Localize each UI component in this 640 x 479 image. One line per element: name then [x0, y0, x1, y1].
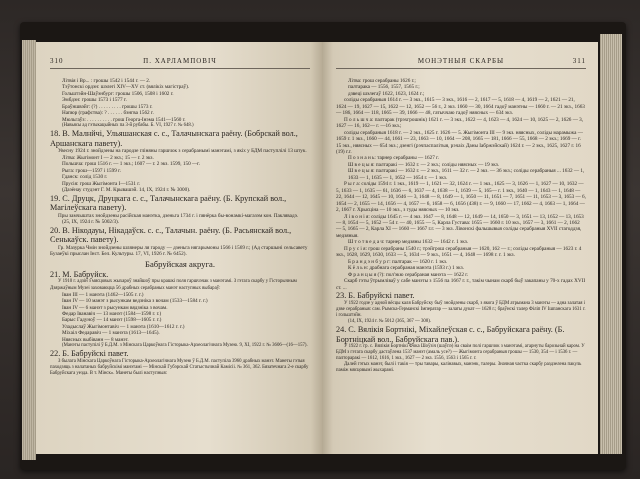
left-text-line: (Навьясы ад гэтыкацыйных па 3-й рубабы. Б. VI, 1927 г. № 648.)	[62, 123, 194, 129]
right-text-line: П р у с i я: грош серабраны 1540 г.; трэйгрош серабраныя — 1620, 162 — г.; солiды серабраныя — 1623 г. 4 экз., 1628, 1629, 1630, 1633 — 5, 1634 — 9 экз., 1651 — 4, 1648 — 1698 г. г. 1 экз.	[336, 245, 582, 259]
left-text-line: З былага Мінскага Царкоўнага Гісторыка-Археолагiчнага Музею ў Б.Д.М. паступiла 3960 драбных манэт. Манеты гэтыя паходзяць з налатаных бабруйскімі манэтамі — Мінскай Губэрскай Статыстычнай Камісіі. № 361, 362. Бязатечнага 2-е скарбу Бабруйскага уезда. В т. Мінск». Манеты былi наступныя:	[50, 358, 309, 377]
left-text-line: Пры замчыштах знойдзены расiйская манэтка, дзеньга 1734 г. i пянёрка бы-вонамкі-магазэм кон. Паклявадэ.	[58, 212, 299, 219]
left-text-line: Напюр (графства): ? . . . . . . бэнгва 1562 г.	[62, 110, 154, 117]
left-running-title: П. ХАРЛАМПОВІЧ	[143, 57, 217, 65]
right-text-line: Скарб гэты ўтрымлiваў у сабе манэты з 1556 па 1667 г. г., такiм чынам скарб быў закапаны у 70-х гадах XVII ст. ...	[336, 278, 586, 291]
right-text-line: палтарака — 1556, 1557, 1565 г.;	[348, 84, 420, 91]
right-text-line: Л і в о н і я: солiды 1645 г. — 4 экз. 1647 — 8, 1648 — 12, 1649 — 14, 1650 — 3, 1651 — 13, 1652 — 13, 1653 — 8, 1654 — 5, 1652 — 54 г. — 40, 1655 — 5, Карла Густава: 1655 — 1660 г. 10 экз., 1657 — 3, 1661 — 2, 1662 — 5, 1665 — 2, Карла XI — 1660 — 1667 г.г. — 3 экз. Лiвонскi фальшывыя солiды серабраныя XVII стагоддзя, медзяныя.	[336, 213, 584, 239]
right-text-line: К ё л ь н: драбнага серабраная манэта (1593 г.) 1 экз.	[348, 265, 464, 272]
right-text-line: солiды серабраныя 1614 г. — 3 экз., 1615 — 3 экз., 1616 — 2, 1617 — 5, 1618 — 4, 1619 — 2, 1621 — 21, 1624 — 19, 1627 — 15, 1622 — 12, 1652 — 56 г., 2 экз. 1660 — 30, 1664 гадоў манэтны — 1660 г. — 21 экз., 1663 — 186, 1664 — 118, 1665 — 39, 1666 — 48, гатыччаю гадоў няясных — 634 экз.	[336, 97, 585, 117]
left-page	[36, 42, 322, 454]
right-text-line: У 1922 г. гр. с. Вялікія Бортнiкi Фока Шоўзіч (шаўпэ) на сваім полi гаршчок з манэтамі, агарнуты барозьнай каром. У БДМ з гэтага скарбу дастаўлена 1537 манэт (амаль усе?) — Жыгімонта серабраныя грошы — 1530, 354 — i 1536 г. — палтораракі — 1612, 1616, 1 экз., 1627 — 2 экз. 1556, 1563 i 1565 г. г.	[336, 344, 585, 362]
left-section-heading: Бабруйская акруга.	[145, 258, 215, 269]
left-text-line: (Даэёнау студэнт Г. М. Крывашэй. 14, IX, 1924 г. № 3000).	[62, 187, 191, 194]
left-text-line: Іван IV — 10 манэт з рысункам ведзніка з вочам (1533—1584 г. г.)	[62, 298, 208, 305]
right-text-line: П о л ь ш ч а: палтарак (трэхгрошнік) 1621 г. — 3 экз., 1622 — 4, 1623 — 4, 1624 — 10, 1625 — 2, 1626 — 3, 1627 — 16, 162— г. —16 экз.;	[336, 116, 584, 130]
left-entry-heading: 21. М. Бабруйск.	[50, 269, 109, 279]
left-text-line: Рыга: грош—1597 i 1599 г.	[62, 167, 121, 174]
left-text-line: Увесну 1924 г. знойдзены на гародзе гліняны гаршчок з серабранымі манэтамі, з якіх у БДМ паступлiлі 13 штук.	[58, 148, 307, 155]
right-entry-heading: 23. Б. Бабруйскі павет.	[336, 290, 415, 300]
left-text-line: У 1910 г. адзін з мясцовых жыхароў знайшоў пры крашкі поля гаршчэчак з манэтамі. З гэтага скарбу у Гісторычным Дзяржаўным Музеі заховаюцца 56 драбных серабраных манэт наступных выбараў:	[50, 279, 297, 291]
left-text-line: Федар Іванавіч — 13 манэт (1584—1598 г. г.)	[62, 310, 162, 317]
left-text-line: Іван IV — 6 манэт з рысункам вядзніка з вочам.	[62, 304, 168, 311]
left-entry-heading: 19. С. Друцк, Друцкага с. с., Талачынскага раёну. (Б. Крупскай вол., Магiлеўскага павету).	[50, 193, 287, 213]
right-text-line: П о з н а н ь: тарнер серабраны — 1627 г.	[348, 155, 439, 162]
right-text-line: солiды серабраныя 1618 г. — 2 экз., 1625 г. 1626 — 5. Жыгімонта III — 9 экз. няясных, солiды марамыжа — 1659 г. 1 экз., 1660 — 44, 1661 — 23, 1663 — 10, 1664 — 208, 1665 — 181, 1666 — 55, 1668 — 2 экз.; 1669 — г. 15 экз., няясных — 654 экз.; дзенгі (рэчпаспалiтыя, рэчаіх Даны Іабржэйскай) 1624 г. — 2 экз., 1625, 1627 г. 16 (19) г.г.	[336, 129, 583, 155]
right-text-line: дзвеці шэлегаў 1622, 1623, 1624 г.;	[348, 90, 425, 97]
left-text-line: Лiтва: Жыгiмонт I — 2 экз.; 15 — г. 2 экз.	[62, 154, 154, 161]
right-text-line: Ш в е ц ы я: палтаракі — 1632 г. — 2 экз.; солiды няясных — 19 экз.	[348, 161, 500, 168]
left-text-line: Няясных выбіванн — 8 манэт.	[62, 336, 129, 343]
left-text-line: Гданск: солід 1530 г.	[62, 174, 108, 181]
right-page-text	[336, 78, 586, 448]
left-text-line: Барыс Гадуноў — 14 манэт (1598—1605 г. г.)	[62, 317, 162, 324]
right-text-line: У 1922 годзе у адной вёсцы каля Бабруйску быў знойдзены скарб, з якога ў БДМ атрымана 3 манэты — адна залатая i дзве серабраныя: сам. Рымска-Германскi Імператар — залаты дукат — 1628 г.; браўнскi талер Філіп IV Iшпанскага 1631 г. i гольштэйн.	[336, 300, 586, 318]
left-text-line: Эмбдэн: грошы 1573 i 1577 г.	[62, 97, 127, 104]
right-text-line: Літва: грош серабраны 1626 г.;	[348, 78, 416, 84]
left-page-edges	[22, 40, 36, 460]
left-text-line: Гольштэйн-Шаўэнбург: грошы 1506, 1508 i 1602 г.	[62, 90, 174, 97]
left-text-line: Мюльгаўз: . . . . . . . . . . грош Георга-Інэма 1541—1560 г.	[62, 116, 186, 123]
left-text-line: Гр. Мазурка Чмiн знойдзены шлянеры ля гароду — дзеньга нягарымоны 1566 i 1569 г.; (Ад старшынi сельсавету Бузаеўкі прыслан Iнст. Бел. Культуры. 17, VI, 1926 г. № 6452).	[50, 244, 308, 258]
left-running-head	[50, 57, 310, 69]
right-page-edges	[600, 34, 622, 454]
left-page-text	[50, 78, 310, 448]
left-text-line: Прусія: грош Жыгімонта I—1531 г.	[62, 180, 141, 187]
left-text-line: Браўншвэйг: (?) . . . . . . . . . грошы 1573 г.	[62, 103, 153, 110]
right-text-line: Ш т о т в е д а ч: тарнер медзяны 1632 — 1642 г. 1 экз.	[348, 239, 469, 246]
right-text-line: Р ы г а: солiды 1594 г. 1 экз., 1619 — 1, 1621 — 32, 1624 г. — 1 экз., 1625 — 3, 1626 — 1, 1627 — 10, 1632 — 5, 1633 — 1, 1635 — 61, 1636 — 6, 1637 — 4, 1638 — 1, 1639 — 5, 165— г. 1 экз., 1640 — 1, 1643 — 1, 1648 — 22, 1644 — 12, 1645 — 10, 1646 — 3, 1648 — 8, 1649 — 1, 1650 — 11, 1651 — 7, 1651 — 11, 1653 — 3, 1653 — 6, 1654 — 2, 1655 — 14, 1656 — 4, 1657 — 6, 1658 — 6, 1656 (438) г. — 9, 1660 — 17, 1662 — 4, 1663 — 1, 1664 — 2, 1667 г. Хрысціна — 10 экз., з гуды няясных — 10 экз.	[336, 181, 586, 214]
left-text-line: Тэўтонскi ордэн: шэлегi XIV—XV ст. (вялiкiх магiстраў).	[62, 84, 190, 91]
right-text-line: Б р а н д э н б у р г: палтарак — 1620 г. 1 экз.	[348, 258, 448, 265]
right-entry-heading: 24. С. Вялікія Бортнікі, Міхайлеўская с. с., Бабруйскага раёну. (Б. Бортніцкай вол., Бабруйскага пав.).	[336, 324, 565, 344]
left-text-line: (Манэты паступiлi ў Б.Д.М. з Мінскага Царкоўнага Гісторыка-Археолагiчнага Музею. 9, XI, 1922 г. № 3606—(16—157).	[62, 343, 308, 349]
left-text-line: Іван III — 1 манэта (1462—1505 г. г.)	[62, 291, 144, 298]
right-running-title: МОНЭТНЫЯ СКАРБЫ	[417, 57, 505, 65]
right-page	[322, 42, 598, 454]
left-text-line: Міхаіл Федаравіч — 1 манэта (1613—1645).	[62, 330, 160, 337]
right-text-line: Ф р а н ц ы я (?): пол'экю серабраная манэта — 1622 г.	[348, 271, 469, 278]
left-text-line: Уладыслаў Жыгімонтавіч — 1 манэта (1610—1612 г. г.)	[62, 323, 185, 330]
left-text-line: Польшча: грош 1516 г. — 1 экз.; 1607 — г. 2 экз. 1599, 150 —г.	[62, 161, 200, 168]
left-page-number: 310	[50, 57, 64, 65]
left-text-line: (25, IX, 1924 г. № 5002/3).	[62, 219, 120, 226]
right-text-line: Ш в е ц ы я: палтаракі — 1632 г. — 2 экз., 1611 — 32 г. — 2 экз. — 36 экз.; солiды серабраныя ... 1632 — 1, 1633 — 1, 1635 — 1, 1652 — 1654 г. — 1 экз.	[348, 168, 585, 181]
right-running-head	[336, 57, 586, 69]
right-text-line: Далей гэтых манэт, былi i такiя — тры тавары, калiнавых, манэнк, талеры. Значная частка скарбу раздзелена пакуль паміж мясцовымi жыхарамі.	[336, 362, 582, 374]
left-entry-heading: 18. В. Малнйчі, Ульяшанская с. с., Талачынскага раёну. (Бобрскай вол., Аршанскага павету).	[50, 129, 298, 148]
right-text-line: (14, IX, 1924 г. № 5012 (365, 367 — 308).	[348, 318, 432, 324]
left-entry-heading: 20. В. Нікодауы, Нікадаўск. с. с., Талачын. раёну. (Б. Расьянскай вол., Сенькаўск. павету).	[50, 225, 292, 245]
left-entry-heading: 22. Б. Бабруйскі павет.	[50, 349, 129, 359]
right-page-number: 311	[572, 57, 586, 65]
left-text-line: Лiтвiя i Вр... : грошы 1542 i 1544 г. — 2.	[62, 78, 151, 84]
